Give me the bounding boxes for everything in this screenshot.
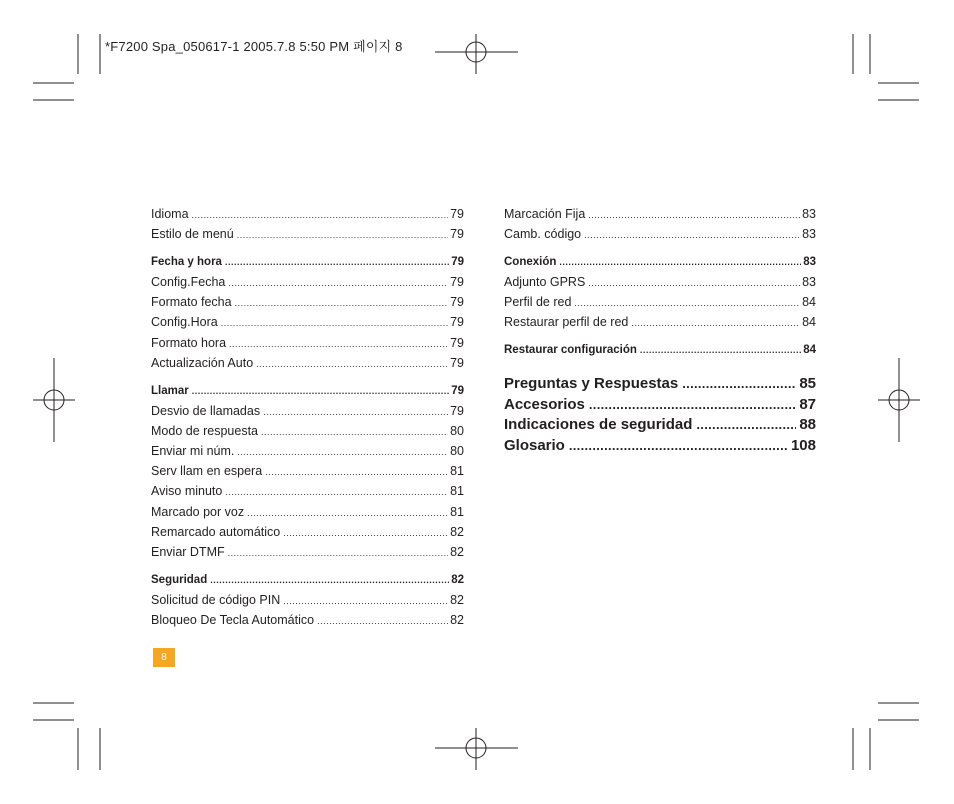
toc-entry-page: 79 <box>450 315 464 330</box>
toc-entry-label: Remarcado automático <box>151 524 281 539</box>
dot-leader <box>192 381 449 401</box>
dot-leader <box>221 313 448 333</box>
toc-entry-page: 81 <box>450 484 464 499</box>
toc-entry-label: Serv llam en espera <box>151 464 263 479</box>
toc-entry-label: Actualización Auto <box>151 355 254 370</box>
toc-entry-page: 84 <box>803 344 816 357</box>
dot-leader <box>283 591 448 611</box>
toc-entry-label: Perfil de red <box>504 295 572 310</box>
toc-entry <box>504 292 816 312</box>
dot-leader <box>228 543 448 563</box>
dot-leader <box>569 436 788 457</box>
toc-entry-label: Config.Hora <box>151 315 218 330</box>
dot-leader <box>283 523 448 543</box>
toc-entry-page: 79 <box>450 335 464 350</box>
dot-leader <box>225 482 448 502</box>
toc-chapter-label: Accesorios <box>504 395 585 413</box>
toc-chapter-label: Glosario <box>504 436 565 454</box>
toc-entry-page: 79 <box>450 227 464 242</box>
toc-entry-label: Restaurar perfil de red <box>504 315 629 330</box>
toc-entry-label: Config.Fecha <box>151 275 226 290</box>
toc-entry-page: 81 <box>450 504 464 519</box>
dot-leader <box>317 611 448 631</box>
toc-entry <box>504 312 816 332</box>
toc-section-heading <box>151 381 464 401</box>
toc-chapter-label: Indicaciones de seguridad <box>504 416 693 434</box>
toc-entry-label: Camb. código <box>504 227 582 242</box>
toc-entry-label: Solicitud de código PIN <box>151 592 281 607</box>
toc-entry <box>151 224 464 244</box>
toc-entry-page: 79 <box>450 355 464 370</box>
toc-entry <box>151 401 464 421</box>
toc-entry <box>151 502 464 522</box>
toc-entry-label: Conexión <box>504 255 557 268</box>
toc-chapter-page: 108 <box>790 436 816 454</box>
toc-entry <box>151 522 464 542</box>
toc-entry-label: Llamar <box>151 384 189 397</box>
dot-leader <box>256 354 448 374</box>
toc-entry-page: 79 <box>450 207 464 221</box>
toc-entry-label: Idioma <box>151 207 189 221</box>
toc-entry-label: Enviar mi núm. <box>151 444 235 459</box>
toc-entry-page: 79 <box>450 295 464 310</box>
toc-entry <box>151 542 464 562</box>
toc-entry-label: Bloqueo De Tecla Automático <box>151 613 315 628</box>
toc-entry <box>151 353 464 373</box>
toc-entry <box>151 204 464 224</box>
toc-entry-label: Formato fecha <box>151 295 232 310</box>
toc-entry-page: 79 <box>450 403 464 418</box>
toc-entry-page: 81 <box>450 464 464 479</box>
toc-entry-label: Enviar DTMF <box>151 545 225 559</box>
toc-entry-page: 82 <box>451 573 464 586</box>
toc-entry-page: 83 <box>802 227 816 242</box>
toc-entry <box>151 421 464 441</box>
dot-leader <box>588 273 800 293</box>
toc-chapter-list <box>504 374 816 456</box>
dot-leader <box>237 442 448 462</box>
print-slug-text: *F7200 Spa_050617-1 2005.7.8 5:50 PM 페이지 8 <box>105 39 403 54</box>
dot-leader <box>265 462 448 482</box>
toc-entry <box>151 292 464 312</box>
toc-chapter-entry <box>504 436 816 457</box>
toc-entry-page: 79 <box>451 384 464 397</box>
toc-entry <box>151 481 464 501</box>
toc-entry-page: 84 <box>802 295 816 310</box>
toc-entry-page: 83 <box>802 275 816 290</box>
toc-chapter-label: Preguntas y Respuestas <box>504 375 679 393</box>
dot-leader <box>682 374 796 395</box>
toc-entry <box>151 461 464 481</box>
toc-entry-label: Modo de respuesta <box>151 423 259 438</box>
toc-entry-page: 80 <box>450 444 464 459</box>
toc-entry-page: 79 <box>451 255 464 268</box>
toc-entry-page: 83 <box>802 207 816 221</box>
toc-left-column <box>151 204 464 630</box>
toc-entry-label: Marcación Fija <box>504 207 586 221</box>
dot-leader <box>235 293 449 313</box>
toc-chapter-entry <box>504 415 816 436</box>
toc-chapter-page: 85 <box>799 375 816 393</box>
dot-leader <box>640 340 801 360</box>
toc-right-entries <box>504 204 816 360</box>
toc-section-heading <box>151 252 464 272</box>
toc-entry-label: Estilo de menú <box>151 227 234 242</box>
toc-entry <box>504 224 816 244</box>
toc-section-heading <box>151 570 464 590</box>
toc-entry <box>151 312 464 332</box>
dot-leader <box>589 395 796 416</box>
toc-chapter-entry <box>504 395 816 416</box>
toc-entry-label: Aviso minuto <box>151 484 223 499</box>
dot-leader <box>210 570 449 590</box>
dot-leader <box>228 273 448 293</box>
toc-entry-label: Restaurar configuración <box>504 344 637 357</box>
dot-leader <box>225 252 449 272</box>
toc-entry-page: 82 <box>450 524 464 539</box>
toc-entry-page: 82 <box>450 613 464 628</box>
toc-section-heading <box>504 340 816 360</box>
toc-entry-label: Formato hora <box>151 335 227 350</box>
dot-leader <box>237 225 448 245</box>
toc-entry-page: 82 <box>450 592 464 607</box>
dot-leader <box>229 334 448 354</box>
toc-entry-label: Seguridad <box>151 573 208 586</box>
dot-leader <box>631 313 800 333</box>
toc-entry <box>151 333 464 353</box>
toc-entry <box>504 204 816 224</box>
toc-entry <box>504 272 816 292</box>
toc-entry-label: Adjunto GPRS <box>504 275 586 290</box>
toc-entry-page: 84 <box>802 315 816 330</box>
dot-leader <box>261 422 448 442</box>
toc-entry <box>151 590 464 610</box>
toc-right-column <box>504 204 816 456</box>
page-number-badge: 8 <box>153 648 175 667</box>
toc-entry-page: 83 <box>803 255 816 268</box>
toc-entry-page: 80 <box>450 423 464 438</box>
toc-entry <box>151 610 464 630</box>
toc-chapter-page: 88 <box>799 416 816 434</box>
toc-entry <box>151 441 464 461</box>
dot-leader <box>696 415 796 436</box>
toc-section-heading <box>504 252 816 272</box>
dot-leader <box>588 205 800 225</box>
toc-chapter-entry <box>504 374 816 395</box>
toc-entry-label: Marcado por voz <box>151 504 245 519</box>
toc-entry-label: Fecha y hora <box>151 255 222 268</box>
dot-leader <box>574 293 800 313</box>
toc-entry-page: 79 <box>450 275 464 290</box>
dot-leader <box>263 402 448 422</box>
toc-chapter-page: 87 <box>799 395 816 413</box>
toc-entry <box>151 272 464 292</box>
toc-entry-label: Desvio de llamadas <box>151 403 261 418</box>
toc-entry-page: 82 <box>450 545 464 559</box>
dot-leader <box>584 225 800 245</box>
dot-leader <box>247 503 448 523</box>
dot-leader <box>559 252 801 272</box>
dot-leader <box>192 205 449 225</box>
